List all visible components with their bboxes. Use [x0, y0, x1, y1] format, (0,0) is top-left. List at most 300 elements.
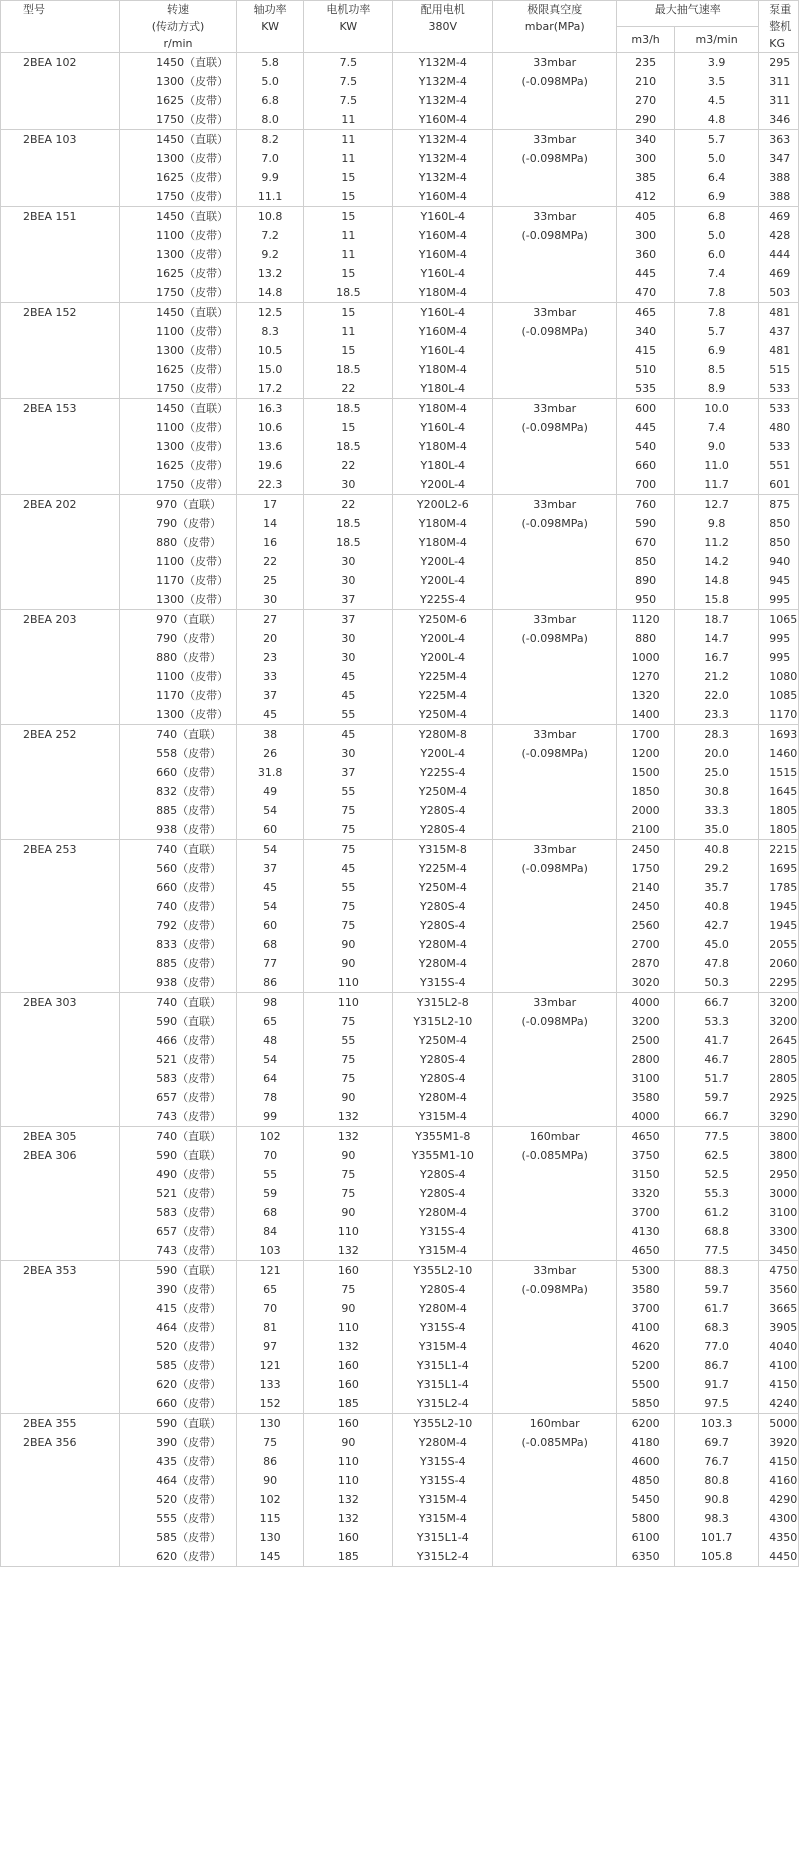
- speed-cell: 938（皮带）: [120, 820, 237, 840]
- pump-speed-m3h-cell: 5300: [617, 1261, 675, 1281]
- vacuum-value: 33mbar: [533, 402, 577, 415]
- pump-speed-m3h-cell: 4650: [617, 1127, 675, 1147]
- pump-speed-m3min-cell: 7.8: [674, 283, 758, 303]
- motor-power-cell: 11: [304, 226, 393, 245]
- weight-cell: 995: [759, 648, 799, 667]
- motor-model-cell: Y355M1-10: [393, 1146, 493, 1165]
- motor-power-cell: 75: [304, 897, 393, 916]
- pump-speed-m3min-cell: 47.8: [674, 954, 758, 973]
- shaft-power-cell: 5.0: [236, 72, 303, 91]
- weight-cell: 850: [759, 533, 799, 552]
- motor-model-cell: Y315S-4: [393, 1471, 493, 1490]
- motor-power-cell: 30: [304, 475, 393, 495]
- table-row: [1, 1241, 799, 1261]
- motor-power-cell: 75: [304, 1050, 393, 1069]
- pump-speed-m3min-cell: 66.7: [674, 993, 758, 1013]
- pump-speed-m3min-cell: 14.7: [674, 629, 758, 648]
- shaft-power-cell: 86: [236, 1452, 303, 1471]
- speed-cell: 583（皮带）: [120, 1203, 237, 1222]
- model-cell: [1, 495, 120, 610]
- motor-model-cell: Y280M-4: [393, 1088, 493, 1107]
- speed-cell: 1450（直联）: [120, 303, 237, 323]
- table-row: [1, 878, 799, 897]
- pump-speed-m3h-cell: 1320: [617, 686, 675, 705]
- shaft-power-cell: 10.8: [236, 207, 303, 227]
- table-row: [1, 418, 799, 437]
- model-name: 2BEA 355: [23, 1417, 77, 1430]
- motor-power-cell: 45: [304, 667, 393, 686]
- shaft-power-cell: 17.2: [236, 379, 303, 399]
- pump-speed-m3h-cell: 3150: [617, 1165, 675, 1184]
- table-row: [1, 456, 799, 475]
- pump-speed-m3min-cell: 46.7: [674, 1050, 758, 1069]
- speed-cell: 740（直联）: [120, 840, 237, 860]
- vacuum-value: (-0.098MPa): [521, 75, 588, 88]
- pump-speed-m3h-cell: 445: [617, 264, 675, 283]
- speed-cell: 590（直联）: [120, 1012, 237, 1031]
- weight-cell: 533: [759, 379, 799, 399]
- motor-power-cell: 110: [304, 1452, 393, 1471]
- motor-model-cell: Y132M-4: [393, 168, 493, 187]
- weight-cell: 3905: [759, 1318, 799, 1337]
- pump-speed-m3h-cell: 590: [617, 514, 675, 533]
- pump-speed-m3min-cell: 11.2: [674, 533, 758, 552]
- pump-speed-m3h-cell: 2000: [617, 801, 675, 820]
- vacuum-cell: [493, 610, 617, 725]
- pump-speed-m3h-cell: 2700: [617, 935, 675, 954]
- pump-speed-m3min-cell: 97.5: [674, 1394, 758, 1414]
- weight-cell: 995: [759, 590, 799, 610]
- speed-cell: 1625（皮带）: [120, 360, 237, 379]
- speed-cell: 1300（皮带）: [120, 341, 237, 360]
- pump-speed-m3h-cell: 2870: [617, 954, 675, 973]
- vacuum-cell: [493, 1127, 617, 1261]
- model-cell: [1, 399, 120, 495]
- motor-power-cell: 11: [304, 245, 393, 264]
- motor-power-cell: 30: [304, 648, 393, 667]
- motor-model-cell: Y200L-4: [393, 571, 493, 590]
- motor-model-cell: Y355L2-10: [393, 1261, 493, 1281]
- pump-speed-m3min-cell: 10.0: [674, 399, 758, 419]
- shaft-power-cell: 15.0: [236, 360, 303, 379]
- vacuum-value: (-0.098MPa): [521, 517, 588, 530]
- motor-power-cell: 22: [304, 456, 393, 475]
- pump-speed-m3h-cell: 510: [617, 360, 675, 379]
- header-motor: 配用电机 380V: [393, 1, 493, 53]
- pump-speed-m3min-cell: 77.5: [674, 1127, 758, 1147]
- motor-model-cell: Y315L2-4: [393, 1394, 493, 1414]
- pump-speed-m3h-cell: 2140: [617, 878, 675, 897]
- motor-model-cell: Y355M1-8: [393, 1127, 493, 1147]
- pump-speed-m3h-cell: 6350: [617, 1547, 675, 1567]
- motor-power-cell: 110: [304, 1318, 393, 1337]
- speed-cell: 1300（皮带）: [120, 72, 237, 91]
- vacuum-value: 33mbar: [533, 306, 577, 319]
- speed-cell: 1750（皮带）: [120, 475, 237, 495]
- pump-speed-m3h-cell: 3700: [617, 1299, 675, 1318]
- speed-cell: 560（皮带）: [120, 859, 237, 878]
- motor-power-cell: 90: [304, 935, 393, 954]
- shaft-power-cell: 115: [236, 1509, 303, 1528]
- speed-cell: 583（皮带）: [120, 1069, 237, 1088]
- speed-cell: 1750（皮带）: [120, 283, 237, 303]
- header-vacuum: 极限真空度 mbar(MPa): [493, 1, 617, 53]
- table-row: [1, 1203, 799, 1222]
- pump-speed-m3min-cell: 45.0: [674, 935, 758, 954]
- speed-cell: 740（直联）: [120, 993, 237, 1013]
- motor-model-cell: Y315L2-4: [393, 1547, 493, 1567]
- pump-speed-m3min-cell: 40.8: [674, 897, 758, 916]
- table-row: [1, 1012, 799, 1031]
- weight-cell: 311: [759, 91, 799, 110]
- pump-speed-m3min-cell: 3.9: [674, 53, 758, 73]
- pump-speed-m3min-cell: 6.4: [674, 168, 758, 187]
- shaft-power-cell: 45: [236, 878, 303, 897]
- pump-speed-m3min-cell: 18.7: [674, 610, 758, 630]
- speed-cell: 1100（皮带）: [120, 322, 237, 341]
- weight-cell: 1515: [759, 763, 799, 782]
- table-row: [1, 1414, 799, 1434]
- vacuum-value: 33mbar: [533, 56, 577, 69]
- table-row: [1, 916, 799, 935]
- pump-speed-m3h-cell: 2450: [617, 840, 675, 860]
- table-row: [1, 667, 799, 686]
- shaft-power-cell: 68: [236, 935, 303, 954]
- header-motor-power: 电机功率 KW: [304, 1, 393, 53]
- pump-speed-m3min-cell: 77.5: [674, 1241, 758, 1261]
- motor-model-cell: Y160M-4: [393, 245, 493, 264]
- table-row: [1, 744, 799, 763]
- pump-speed-m3min-cell: 16.7: [674, 648, 758, 667]
- motor-power-cell: 7.5: [304, 53, 393, 73]
- weight-cell: 850: [759, 514, 799, 533]
- speed-cell: 490（皮带）: [120, 1165, 237, 1184]
- motor-power-cell: 55: [304, 705, 393, 725]
- motor-power-cell: 132: [304, 1241, 393, 1261]
- vacuum-cell: [493, 1261, 617, 1414]
- table-row: [1, 533, 799, 552]
- shaft-power-cell: 64: [236, 1069, 303, 1088]
- weight-cell: 5000: [759, 1414, 799, 1434]
- motor-power-cell: 132: [304, 1337, 393, 1356]
- speed-cell: 464（皮带）: [120, 1318, 237, 1337]
- shaft-power-cell: 12.5: [236, 303, 303, 323]
- pump-speed-m3min-cell: 11.0: [674, 456, 758, 475]
- pump-speed-m3min-cell: 12.7: [674, 495, 758, 515]
- table-row: [1, 1146, 799, 1165]
- motor-model-cell: Y200L-4: [393, 552, 493, 571]
- motor-model-cell: Y280M-4: [393, 1299, 493, 1318]
- weight-cell: 388: [759, 168, 799, 187]
- pump-speed-m3h-cell: 412: [617, 187, 675, 207]
- table-row: [1, 993, 799, 1013]
- weight-cell: 1805: [759, 801, 799, 820]
- table-row: [1, 820, 799, 840]
- table-row: [1, 1069, 799, 1088]
- speed-cell: 1625（皮带）: [120, 168, 237, 187]
- shaft-power-cell: 27: [236, 610, 303, 630]
- table-row: [1, 437, 799, 456]
- speed-cell: 1450（直联）: [120, 53, 237, 73]
- table-row: [1, 1107, 799, 1127]
- pump-speed-m3min-cell: 91.7: [674, 1375, 758, 1394]
- table-row: [1, 1088, 799, 1107]
- table-row: [1, 954, 799, 973]
- pump-speed-m3min-cell: 3.5: [674, 72, 758, 91]
- pump-speed-m3h-cell: 2560: [617, 916, 675, 935]
- motor-model-cell: Y250M-6: [393, 610, 493, 630]
- pump-speed-m3h-cell: 700: [617, 475, 675, 495]
- motor-power-cell: 22: [304, 495, 393, 515]
- vacuum-cell: [493, 840, 617, 993]
- vacuum-cell: [493, 130, 617, 207]
- motor-model-cell: Y315L2-10: [393, 1012, 493, 1031]
- motor-power-cell: 160: [304, 1414, 393, 1434]
- motor-model-cell: Y315M-4: [393, 1241, 493, 1261]
- table-row: [1, 1337, 799, 1356]
- weight-cell: 1460: [759, 744, 799, 763]
- weight-cell: 995: [759, 629, 799, 648]
- speed-cell: 1100（皮带）: [120, 667, 237, 686]
- speed-cell: 1450（直联）: [120, 207, 237, 227]
- shaft-power-cell: 54: [236, 1050, 303, 1069]
- weight-cell: 3665: [759, 1299, 799, 1318]
- pump-speed-m3h-cell: 890: [617, 571, 675, 590]
- pump-speed-m3min-cell: 4.5: [674, 91, 758, 110]
- pump-speed-m3min-cell: 35.0: [674, 820, 758, 840]
- pump-speed-m3h-cell: 4130: [617, 1222, 675, 1241]
- weight-cell: 3000: [759, 1184, 799, 1203]
- shaft-power-cell: 7.0: [236, 149, 303, 168]
- pump-speed-m3h-cell: 5200: [617, 1356, 675, 1375]
- table-row: [1, 168, 799, 187]
- table-row: [1, 763, 799, 782]
- shaft-power-cell: 25: [236, 571, 303, 590]
- pump-speed-m3min-cell: 23.3: [674, 705, 758, 725]
- table-row: [1, 571, 799, 590]
- pump-speed-m3min-cell: 88.3: [674, 1261, 758, 1281]
- speed-cell: 521（皮带）: [120, 1050, 237, 1069]
- shaft-power-cell: 20: [236, 629, 303, 648]
- motor-power-cell: 30: [304, 629, 393, 648]
- shaft-power-cell: 37: [236, 686, 303, 705]
- motor-power-cell: 11: [304, 110, 393, 130]
- shaft-power-cell: 133: [236, 1375, 303, 1394]
- motor-power-cell: 110: [304, 973, 393, 993]
- shaft-power-cell: 90: [236, 1471, 303, 1490]
- motor-power-cell: 15: [304, 341, 393, 360]
- table-row: [1, 590, 799, 610]
- pump-speed-m3min-cell: 105.8: [674, 1547, 758, 1567]
- pump-speed-m3h-cell: 5500: [617, 1375, 675, 1394]
- motor-power-cell: 15: [304, 168, 393, 187]
- shaft-power-cell: 10.5: [236, 341, 303, 360]
- weight-cell: 346: [759, 110, 799, 130]
- motor-model-cell: Y200L-4: [393, 475, 493, 495]
- speed-cell: 1300（皮带）: [120, 245, 237, 264]
- motor-power-cell: 90: [304, 1299, 393, 1318]
- vacuum-value: 33mbar: [533, 843, 577, 856]
- speed-cell: 590（直联）: [120, 1414, 237, 1434]
- weight-cell: 1945: [759, 916, 799, 935]
- speed-cell: 390（皮带）: [120, 1433, 237, 1452]
- model-name: 2BEA 202: [23, 498, 77, 511]
- table-row: [1, 130, 799, 150]
- table-row: [1, 207, 799, 227]
- shaft-power-cell: 102: [236, 1127, 303, 1147]
- pump-speed-m3h-cell: 2100: [617, 820, 675, 840]
- pump-speed-m3min-cell: 11.7: [674, 475, 758, 495]
- pump-speed-m3h-cell: 1120: [617, 610, 675, 630]
- motor-model-cell: Y280S-4: [393, 1280, 493, 1299]
- speed-cell: 740（直联）: [120, 725, 237, 745]
- vacuum-value: 33mbar: [533, 133, 577, 146]
- weight-cell: 4160: [759, 1471, 799, 1490]
- pump-speed-m3h-cell: 1200: [617, 744, 675, 763]
- model-cell: [1, 53, 120, 130]
- table-row: [1, 725, 799, 745]
- weight-cell: 1645: [759, 782, 799, 801]
- model-cell: [1, 993, 120, 1127]
- motor-power-cell: 110: [304, 1471, 393, 1490]
- pump-speed-m3min-cell: 5.0: [674, 226, 758, 245]
- motor-power-cell: 75: [304, 1012, 393, 1031]
- table-row: [1, 973, 799, 993]
- pump-speed-m3h-cell: 445: [617, 418, 675, 437]
- weight-cell: 428: [759, 226, 799, 245]
- motor-power-cell: 18.5: [304, 360, 393, 379]
- motor-power-cell: 90: [304, 1203, 393, 1222]
- vacuum-cell: [493, 725, 617, 840]
- model-name: 2BEA 153: [23, 402, 77, 415]
- table-row: [1, 1471, 799, 1490]
- motor-power-cell: 90: [304, 1433, 393, 1452]
- speed-cell: 521（皮带）: [120, 1184, 237, 1203]
- pump-speed-m3min-cell: 59.7: [674, 1088, 758, 1107]
- pump-speed-m3h-cell: 290: [617, 110, 675, 130]
- motor-model-cell: Y225M-4: [393, 859, 493, 878]
- shaft-power-cell: 26: [236, 744, 303, 763]
- table-row: [1, 360, 799, 379]
- table-row: [1, 859, 799, 878]
- motor-model-cell: Y200L-4: [393, 744, 493, 763]
- table-row: [1, 149, 799, 168]
- pump-speed-m3min-cell: 30.8: [674, 782, 758, 801]
- vacuum-value: (-0.098MPa): [521, 229, 588, 242]
- motor-power-cell: 185: [304, 1547, 393, 1567]
- shaft-power-cell: 130: [236, 1414, 303, 1434]
- pump-speed-m3h-cell: 3020: [617, 973, 675, 993]
- header-shaft-power: 轴功率 KW: [236, 1, 303, 53]
- motor-power-cell: 11: [304, 322, 393, 341]
- vacuum-value: (-0.098MPa): [521, 1015, 588, 1028]
- weight-cell: 2925: [759, 1088, 799, 1107]
- shaft-power-cell: 22.3: [236, 475, 303, 495]
- speed-cell: 790（皮带）: [120, 629, 237, 648]
- table-row: [1, 245, 799, 264]
- motor-model-cell: Y315M-4: [393, 1509, 493, 1528]
- vacuum-value: 33mbar: [533, 996, 577, 1009]
- pump-speed-m3min-cell: 25.0: [674, 763, 758, 782]
- pump-speed-m3min-cell: 9.0: [674, 437, 758, 456]
- weight-cell: 515: [759, 360, 799, 379]
- table-row: [1, 1375, 799, 1394]
- pump-speed-m3min-cell: 98.3: [674, 1509, 758, 1528]
- pump-speed-m3min-cell: 5.7: [674, 130, 758, 150]
- header-speed: 转速 (传动方式) r/min: [120, 1, 237, 53]
- vacuum-cell: [493, 495, 617, 610]
- speed-cell: 660（皮带）: [120, 878, 237, 897]
- speed-cell: 1100（皮带）: [120, 226, 237, 245]
- weight-cell: 295: [759, 53, 799, 73]
- table-row: [1, 897, 799, 916]
- weight-cell: 363: [759, 130, 799, 150]
- motor-model-cell: Y250M-4: [393, 705, 493, 725]
- pump-speed-m3h-cell: 3750: [617, 1146, 675, 1165]
- pump-speed-m3h-cell: 4100: [617, 1318, 675, 1337]
- shaft-power-cell: 11.1: [236, 187, 303, 207]
- pump-speed-m3h-cell: 670: [617, 533, 675, 552]
- motor-model-cell: Y160M-4: [393, 226, 493, 245]
- speed-cell: 743（皮带）: [120, 1241, 237, 1261]
- pump-speed-m3min-cell: 62.5: [674, 1146, 758, 1165]
- table-row: [1, 782, 799, 801]
- motor-power-cell: 18.5: [304, 437, 393, 456]
- motor-power-cell: 37: [304, 763, 393, 782]
- pump-speed-m3h-cell: 470: [617, 283, 675, 303]
- model-cell: [1, 1261, 120, 1414]
- weight-cell: 388: [759, 187, 799, 207]
- motor-model-cell: Y225M-4: [393, 667, 493, 686]
- pump-speed-m3min-cell: 5.0: [674, 149, 758, 168]
- speed-cell: 1170（皮带）: [120, 571, 237, 590]
- motor-model-cell: Y225M-4: [393, 686, 493, 705]
- motor-power-cell: 11: [304, 130, 393, 150]
- shaft-power-cell: 9.2: [236, 245, 303, 264]
- pump-speed-m3h-cell: 1500: [617, 763, 675, 782]
- weight-cell: 551: [759, 456, 799, 475]
- speed-cell: 1100（皮带）: [120, 418, 237, 437]
- shaft-power-cell: 103: [236, 1241, 303, 1261]
- motor-power-cell: 75: [304, 840, 393, 860]
- weight-cell: 4240: [759, 1394, 799, 1414]
- speed-cell: 1750（皮带）: [120, 110, 237, 130]
- shaft-power-cell: 81: [236, 1318, 303, 1337]
- speed-cell: 660（皮带）: [120, 763, 237, 782]
- table-row: [1, 1261, 799, 1281]
- motor-model-cell: Y160M-4: [393, 187, 493, 207]
- speed-cell: 832（皮带）: [120, 782, 237, 801]
- weight-cell: 2060: [759, 954, 799, 973]
- motor-model-cell: Y180M-4: [393, 283, 493, 303]
- speed-cell: 520（皮带）: [120, 1490, 237, 1509]
- pump-speed-m3min-cell: 61.2: [674, 1203, 758, 1222]
- pump-speed-m3min-cell: 9.8: [674, 514, 758, 533]
- vacuum-value: 33mbar: [533, 210, 577, 223]
- pump-speed-m3h-cell: 4600: [617, 1452, 675, 1471]
- weight-cell: 4300: [759, 1509, 799, 1528]
- table-row: [1, 187, 799, 207]
- motor-power-cell: 45: [304, 859, 393, 878]
- pump-speed-m3h-cell: 3100: [617, 1069, 675, 1088]
- motor-model-cell: Y160L-4: [393, 207, 493, 227]
- weight-cell: 1695: [759, 859, 799, 878]
- motor-power-cell: 30: [304, 744, 393, 763]
- motor-power-cell: 18.5: [304, 533, 393, 552]
- pump-speed-m3min-cell: 33.3: [674, 801, 758, 820]
- pump-speed-m3h-cell: 1270: [617, 667, 675, 686]
- pump-speed-m3h-cell: 415: [617, 341, 675, 360]
